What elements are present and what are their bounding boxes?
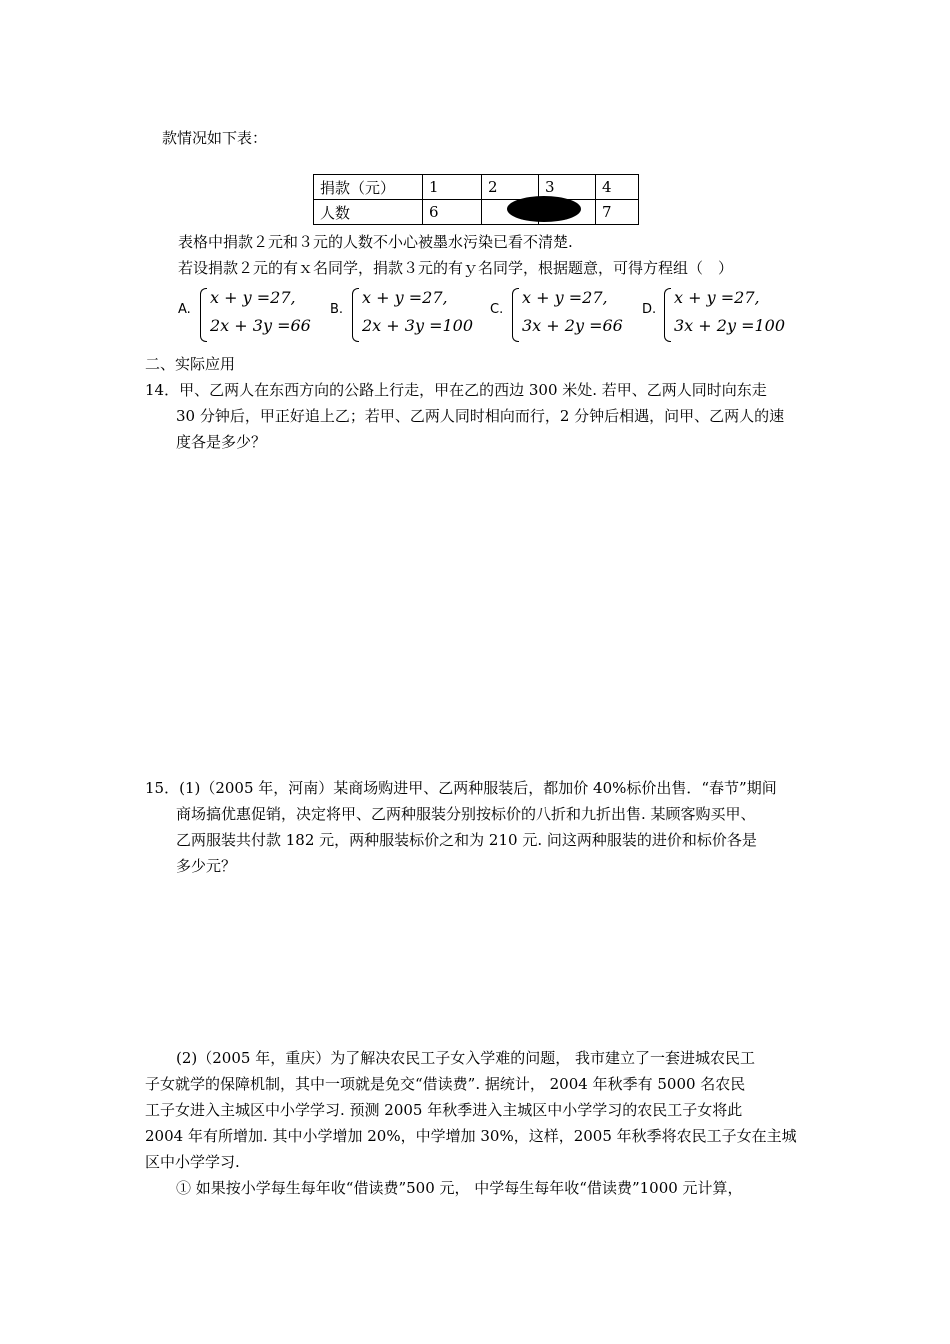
brace-icon — [664, 288, 671, 342]
donation-table — [313, 174, 639, 225]
question-line: 商场搞优惠促销，决定将甲、乙两种服装分别按标价的八折和九折出售. 某顾客购买甲、 — [176, 805, 756, 823]
question-line: 区中小学学习. — [145, 1153, 240, 1171]
question-line: 14．甲、乙两人在东西方向的公路上行走，甲在乙的西边 300 米处. 若甲、乙两人同时向东走 — [145, 381, 767, 399]
note-line: 若设捐款２元的有ｘ名同学，捐款３元的有ｙ名同学，根据题意，可得方程组（ ） — [178, 259, 734, 277]
equation: 3x + 2y =100 — [674, 316, 786, 335]
section-heading: 二、实际应用 — [145, 355, 236, 373]
question-line: 子女就学的保障机制，其中一项就是免交“借读费”. 据统计， 2004 年秋季有 5000 名农民 — [145, 1075, 746, 1093]
equation: x + y =27, — [362, 288, 448, 307]
question-line: 30 分钟后，甲正好追上乙；若甲、乙两人同时相向而行，2 分钟后相遇，问甲、乙两人的速 — [176, 407, 785, 425]
table-row — [314, 200, 639, 225]
table-cell: 捐款（元） — [314, 175, 423, 200]
equation: 2x + 3y =66 — [210, 316, 311, 335]
intro-line: 款情况如下表： — [162, 129, 268, 147]
table-cell: 2 — [482, 175, 539, 200]
option-label: B. — [330, 302, 344, 317]
equation: 3x + 2y =66 — [522, 316, 623, 335]
table-cell: 4 — [596, 175, 639, 200]
ink-blot — [507, 196, 581, 222]
question-line: 工子女进入主城区中小学学习. 预测 2005 年秋季进入主城区中小学学习的农民工子女将此 — [145, 1101, 743, 1119]
table-cell: 1 — [423, 175, 482, 200]
question-line: 乙两服装共付款 182 元，两种服装标价之和为 210 元. 问这两种服装的进价和标价各是 — [176, 831, 757, 849]
table-row — [314, 175, 639, 200]
option-label: A. — [178, 302, 191, 317]
brace-icon — [352, 288, 359, 342]
note-line: 表格中捐款２元和３元的人数不小心被墨水污染已看不清楚. — [178, 233, 573, 251]
equation: x + y =27, — [674, 288, 760, 307]
brace-icon — [200, 288, 207, 342]
table-cell: 人数 — [314, 200, 423, 225]
table-cell: 7 — [596, 200, 639, 225]
option-label: D. — [642, 302, 657, 317]
equation: x + y =27, — [210, 288, 296, 307]
question-line: (2)（2005 年，重庆）为了解决农民工子女入学难的问题， 我市建立了一套进城农民工 — [176, 1049, 755, 1067]
table-cell: 3 — [539, 175, 596, 200]
equation: x + y =27, — [522, 288, 608, 307]
brace-icon — [512, 288, 519, 342]
question-line: ① 如果按小学每生每年收“借读费”500 元， 中学每生每年收“借读费”1000 元计算， — [176, 1179, 743, 1197]
question-line: 度各是多少？ — [176, 433, 267, 451]
option-label: C. — [490, 302, 504, 317]
table-cell: 6 — [423, 200, 482, 225]
question-line: 2004 年有所增加. 其中小学增加 20%，中学增加 30%，这样，2005 年秋季将农民工子女在主城 — [145, 1127, 797, 1145]
question-line: 15．(1)（2005 年，河南）某商场购进甲、乙两种服装后，都加价 40%标价出售．“春节”期间 — [145, 779, 777, 797]
question-line: 多少元？ — [176, 857, 237, 875]
equation: 2x + 3y =100 — [362, 316, 474, 335]
